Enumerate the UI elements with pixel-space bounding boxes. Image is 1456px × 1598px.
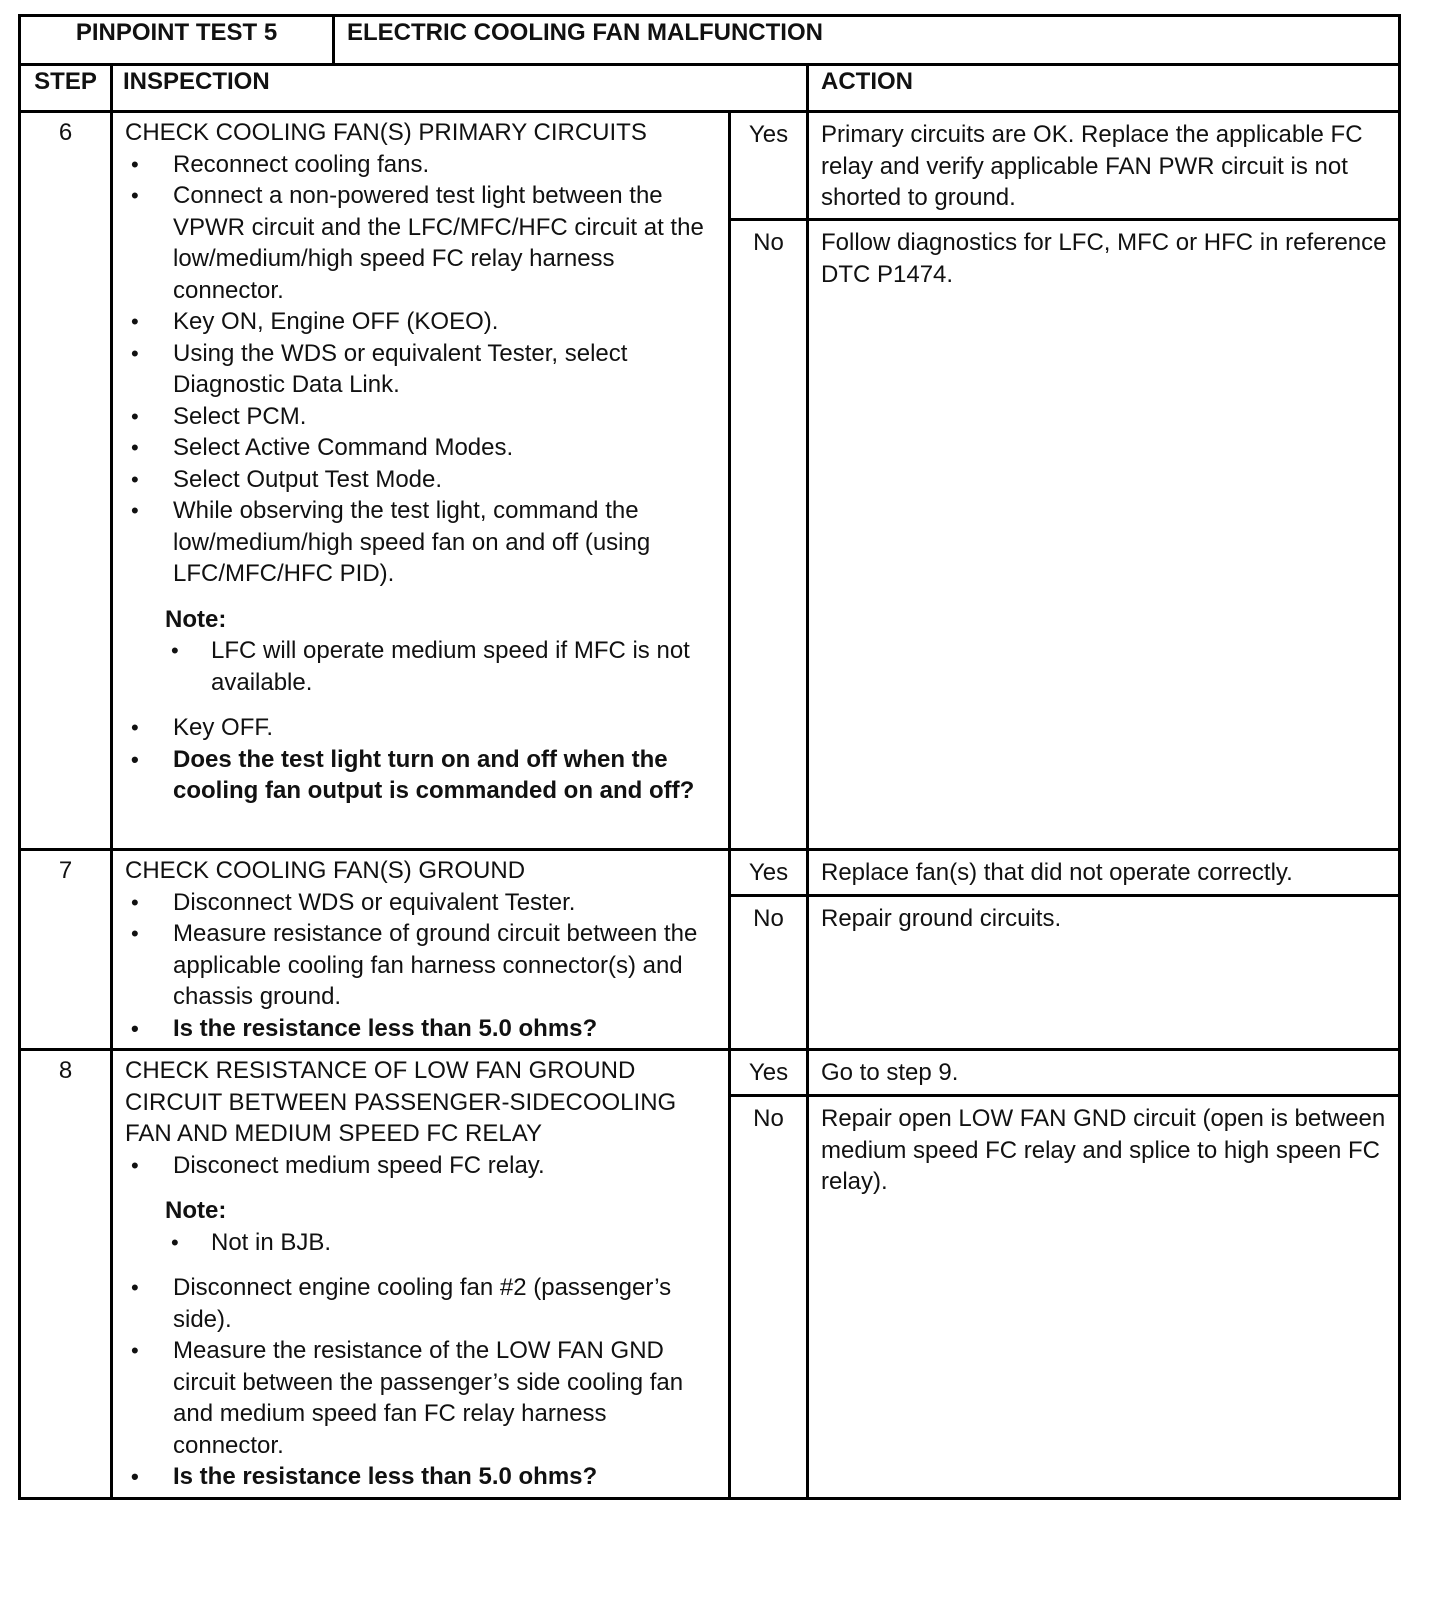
list-item: • Not in BJB. <box>165 1227 720 1259</box>
yes-label: Yes <box>730 112 808 220</box>
no-label: No <box>730 220 808 850</box>
bullet-list <box>125 887 720 1045</box>
header-row <box>20 65 1400 112</box>
list-item: • Reconnect cooling fans. <box>125 149 720 181</box>
bullet-icon: • <box>171 1229 179 1255</box>
no-label: No <box>730 896 808 1050</box>
yes-action: Replace fan(s) that did not operate correctly. <box>808 850 1400 896</box>
bullet-icon: • <box>131 921 139 946</box>
bullet-icon: • <box>131 1464 139 1489</box>
note-block <box>165 1195 720 1258</box>
bullet-icon: • <box>131 183 139 208</box>
bullet-icon: • <box>131 309 139 334</box>
step-heading: CHECK RESISTANCE OF LOW FAN GROUND CIRCUIT BETWEEN PASSENGER-SIDECOOLING FAN AND MEDIUM SPEED FC RELAY <box>125 1057 677 1147</box>
list-item: • While observing the test light, command the low/medium/high speed fan on and off (using LFC/MFC/HFC PID). <box>131 497 651 587</box>
bullet-icon: • <box>131 498 139 523</box>
step-heading: CHECK COOLING FAN(S) GROUND <box>125 857 526 884</box>
step-6-inspection <box>112 112 730 850</box>
bullet-icon: • <box>171 638 179 663</box>
bullet-icon: • <box>131 1275 139 1300</box>
step-8-yes-row <box>20 1050 1400 1096</box>
bullet-icon: • <box>131 1338 139 1363</box>
note-title: Note: <box>165 1197 227 1224</box>
list-item: • Select PCM. <box>125 401 720 433</box>
bullet-icon: • <box>131 151 139 177</box>
note-list <box>165 1227 720 1259</box>
list-item: • Measure resistance of ground circuit between the applicable cooling fan harness connector(s) and chassis ground. <box>131 920 698 1010</box>
bullet-icon: • <box>131 466 139 492</box>
step-number: 8 <box>20 1050 112 1499</box>
list-item: • Using the WDS or equivalent Tester, select Diagnostic Data Link. <box>131 339 628 398</box>
no-action: Follow diagnostics for LFC, MFC or HFC in reference DTC P1474. <box>808 220 1400 850</box>
bullet-icon: • <box>131 715 139 740</box>
step-heading: CHECK COOLING FAN(S) PRIMARY CIRCUITS <box>125 119 647 146</box>
step-number: 7 <box>20 850 112 1050</box>
bullet-list <box>125 149 720 590</box>
bullet-list <box>125 1150 720 1182</box>
list-item: • Measure the resistance of the LOW FAN GND circuit between the passenger’s side cooling fan and medium speed fan FC relay harness connector. <box>131 1337 684 1459</box>
header-step: STEP <box>20 65 112 112</box>
test-name: ELECTRIC COOLING FAN MALFUNCTION <box>334 16 1400 65</box>
title-row <box>20 16 1400 65</box>
no-action: Repair open LOW FAN GND circuit (open is between medium speed FC relay and splice to high speen FC relay). <box>808 1096 1400 1499</box>
bullet-icon: • <box>131 889 139 915</box>
yes-action: Go to step 9. <box>808 1050 1400 1096</box>
test-label: PINPOINT TEST 5 <box>20 16 334 65</box>
pinpoint-test-table <box>18 14 1401 1500</box>
step-7-yes-row <box>20 850 1400 896</box>
yes-action: Primary circuits are OK. Replace the applicable FC relay and verify applicable FAN PWR circuit is not shorted to ground. <box>808 112 1400 220</box>
note-list <box>165 635 720 698</box>
note-block <box>165 604 720 699</box>
list-item: • Disconect medium speed FC relay. <box>125 1150 720 1182</box>
bullet-icon: • <box>131 746 139 772</box>
yes-label: Yes <box>730 850 808 896</box>
list-item: • Select Active Command Modes. <box>125 432 720 464</box>
step-number: 6 <box>20 112 112 850</box>
step-7-inspection <box>112 850 730 1050</box>
bullet-list <box>125 1272 720 1493</box>
no-action: Repair ground circuits. <box>808 896 1400 1050</box>
list-item: • Disconnect WDS or equivalent Tester. <box>125 887 720 919</box>
question-item: • Does the test light turn on and off when the cooling fan output is commanded on and off? <box>131 745 695 804</box>
header-action: ACTION <box>808 65 1400 112</box>
question-item: • Is the resistance less than 5.0 ohms? <box>125 1461 720 1493</box>
note-title: Note: <box>165 605 227 633</box>
bullet-list <box>125 712 720 807</box>
step-8-inspection <box>112 1050 730 1499</box>
bullet-icon: • <box>131 340 139 366</box>
list-item: • Key ON, Engine OFF (KOEO). <box>125 306 720 338</box>
list-item: • Select Output Test Mode. <box>125 464 720 496</box>
list-item: • Connect a non-powered test light between the VPWR circuit and the LFC/MFC/HFC circuit at the low/medium/high speed FC relay harness connector. <box>131 182 704 304</box>
bullet-icon: • <box>131 435 139 460</box>
pinpoint-test-document <box>18 14 1398 1500</box>
no-label: No <box>730 1096 808 1499</box>
bullet-icon: • <box>131 1015 139 1041</box>
bullet-icon: • <box>131 1152 139 1178</box>
list-item: • Key OFF. <box>125 712 720 744</box>
yes-label: Yes <box>730 1050 808 1096</box>
step-6-yes-row <box>20 112 1400 220</box>
header-inspection: INSPECTION <box>112 65 808 112</box>
list-item: • Disconnect engine cooling fan #2 (passenger’s side). <box>131 1274 672 1333</box>
question-item: • Is the resistance less than 5.0 ohms? <box>125 1013 720 1045</box>
list-item: • LFC will operate medium speed if MFC is not available. <box>171 637 690 696</box>
bullet-icon: • <box>131 403 139 429</box>
